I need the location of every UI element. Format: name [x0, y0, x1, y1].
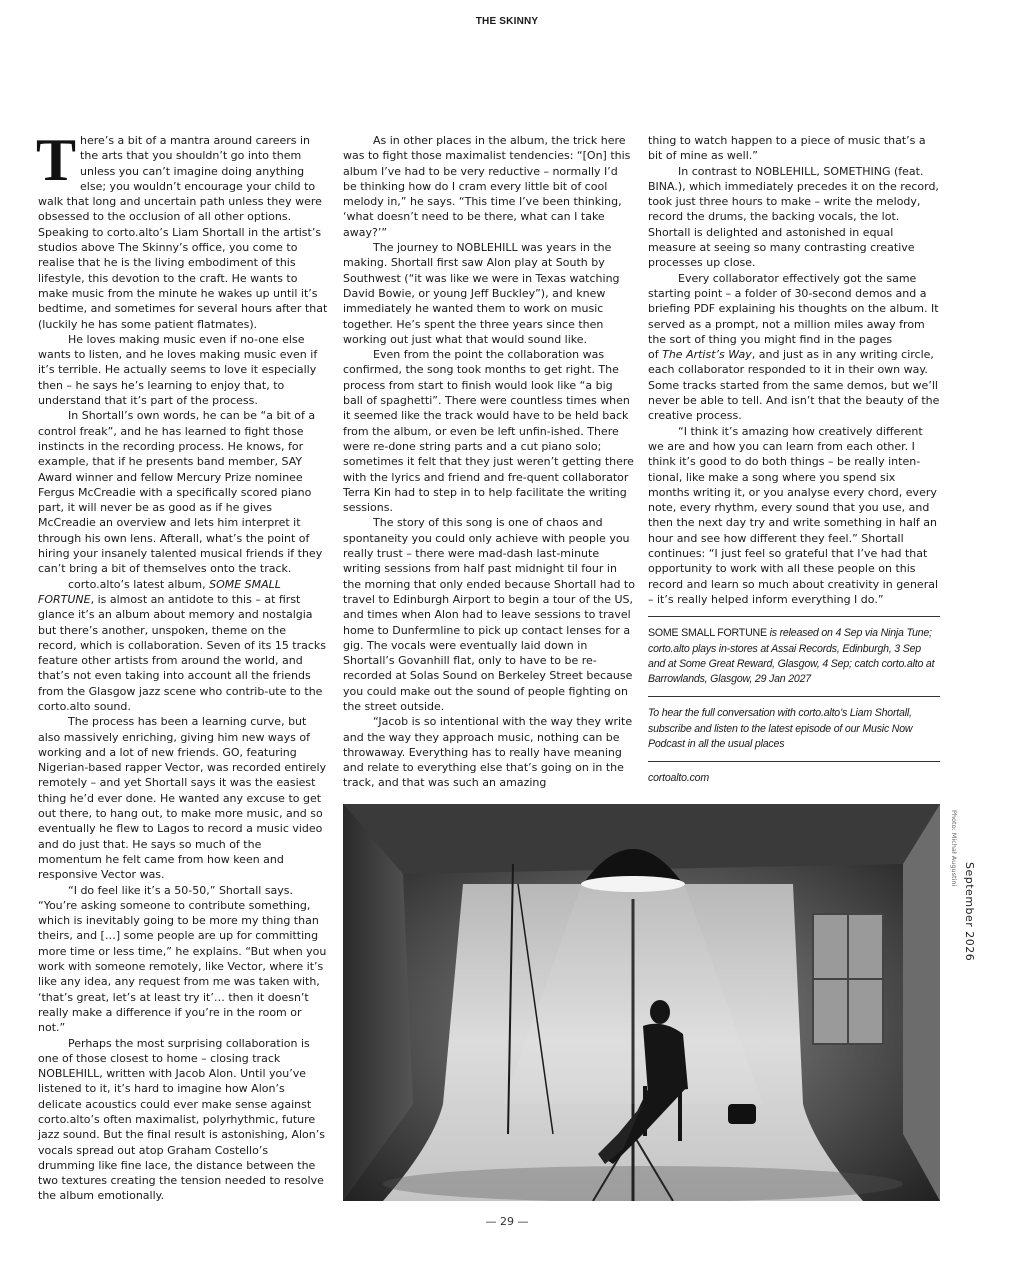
page-number: — 29 —: [485, 1215, 529, 1228]
article-paragraph: “I think it’s amazing how creatively different we are and how you can learn from each other. I think it’s good to do both things – be really inten-tional, like make a song where you spend six months writing it, or you analyse every chord, every note, every rhythm, every sound that you use, and then the next day try and write something in half an hour and see how different they feel.” Shortall continues: “I just feel so grateful that I’ve had that opportunity to work with all these people on this record and learn so much about creativity in general – it’s really helped inform everything I do.”: [648, 424, 939, 606]
website-link[interactable]: cortoalto.com: [648, 772, 709, 785]
release-info: SOME SMALL FORTUNE is released on 4 Sep via Ninja Tune; corto.alto plays in-stores at Assai Records, Edinburgh, 3 Sep and at Some Great Reward, Glasgow, 4 Sep; catch corto.alto at Barrowlands, Glasgow, 29 Jan 2027: [648, 627, 935, 686]
article-paragraph: There’s a bit of a mantra around careers in the arts that you shouldn’t go into them unless you can’t imagine doing anything else; you wouldn’t encourage your child to walk that long and uncertain path unless they were obsessed to the occlusion of all other options. Speaking to corto.alto’s Liam Shortall in the artist’s studios above The Skinny’s office, you come to realise that he is the living embodiment of this lifestyle, this devotion to the craft. He wants to make music from the minute he wakes up until it’s bedtime, and sometimes for several hours after that (luckily he has some patient flatmates).: [36, 127, 328, 331]
article-paragraph: “I do feel like it’s a 50-50,” Shortall says. “You’re asking someone to contribute something, which is inevitably going to be more my thing than theirs, and […] some people are up for committing more time or less time,” he explains. “But when you work with someone remotely, like Vector, where it’s like any idea, any request from me was taken with, ‘that’s great, let’s at least try it’… then it doesn’t really make a difference if you’re in the room or not.”: [38, 883, 327, 1035]
studio-portrait-photo: [343, 804, 940, 1201]
masthead: THE SKINNY: [475, 16, 539, 27]
divider: [648, 616, 940, 617]
divider: [648, 696, 940, 697]
article-paragraph: Even from the point the collaboration was confirmed, the song took months to get right. The process from start to finish would look like “a big ball of spaghetti”. There were countless times when it seemed like the track would have to be held back from the album, or even be left unfin-ished. There were re-done string parts and a cut piano solo; sometimes it felt that they just weren’t getting there with the lyrics and friend and fre-quent collaborator Terra Kin had to step in to help facilitate the writing sessions.: [343, 348, 634, 515]
article-paragraph: corto.alto’s latest album, SOME SMALL FORTUNE, is almost an antidote to this – at first glance it’s an album about memory and nostalgia but there’s another, unspoken, theme on the record, which is collaboration. Seven of its 15 tracks feature other artists from around the world, and that’s not even taking into account all the friends from the Glasgow jazz scene who contrib-ute to the corto.alto sound.: [38, 577, 327, 713]
issue-date: September 2026: [963, 862, 976, 962]
photo-credit: Photo: Michał Augustini: [950, 810, 958, 887]
article-paragraph: Every collaborator effectively got the same starting point – a folder of 30-second demos and a briefing PDF explaining his thoughts on the album. It served as a prompt, not a million miles away from the sort of thing you might find in the pages: [648, 271, 939, 346]
article-paragraph: “Jacob is so intentional with the way they write and the way they approach music, nothing can be throwaway. Everything has to really have meaning and relate to everything else that’s going on in the track, and that was such an amazing: [343, 715, 633, 790]
article-paragraph: Perhaps the most surprising collaboration is one of those closest to home – closing track NOBLEHILL, written with Jacob Alon. Until you’ve listened to it, it’s hard to imagine how Alon’s delicate acoustics could ever make sense against corto.alto’s often maximalist, polyrhythmic, future jazz sound. But the final result is astonishing, Alon’s vocals spread out atop Graham Costello’s drumming like fine lace, the distance between the two textures creating the tension needed to resolve the album emotionally.: [38, 1036, 325, 1203]
article-column-1: [36, 127, 328, 1204]
article-paragraph: of The Artist’s Way, and just as in any writing circle, each collaborator responded to it in their own way. Some tracks started from the same demos, but we’ll never be able to tell. And isn’t that the beauty of the creative process.: [648, 348, 940, 423]
article-column-3: [648, 133, 940, 787]
album-title: SOME SMALL FORTUNE: [38, 577, 281, 606]
podcast-note: To hear the full conversation with corto.alto’s Liam Shortall, subscribe and listen to the latest episode of our Music Now Podcast in all the usual places: [648, 707, 913, 750]
release-title: SOME SMALL FORTUNE: [648, 627, 767, 640]
article-paragraph: In contrast to NOBLEHILL, SOMETHING (feat. BINA.), which immediately precedes it on the record, took just three hours to make – write the melody, record the drums, the backing vocals, the lot. Shortall is delighted and astonished in equal measure at seeing so many contrasting creative processes up close.: [648, 164, 939, 270]
article-paragraph: The journey to NOBLEHILL was years in the making. Shortall first saw Alon play at South by Southwest (“it was like we were in Texas watching David Bowie, or young Jeff Buckley”), and knew immediately he wanted them to work on music together. He’s spent the three years since then working out just what that would sound like.: [343, 241, 620, 346]
article-column-2: [343, 133, 635, 791]
article-paragraph: In Shortall’s own words, he can be “a bit of a control freak”, and he has learned to fight those instincts in the recording process. He knows, for example, that if he presents band member, SAY Award winner and fellow Mercury Prize nominee Fergus McCreadie with a specifically scored piano part, it will never be as good as if he gives McCreadie an overview and lets him interpret it through his own lens. Afterall, what’s the point of hiring your insanely talented musical friends if they can’t bring a bit of themselves onto the track.: [38, 409, 323, 576]
book-title: The Artist’s Way: [662, 348, 752, 362]
article-paragraph: thing to watch happen to a piece of music that’s a bit of mine as well.”: [648, 134, 926, 163]
photo-illustration: [343, 804, 940, 1201]
article-paragraph: The story of this song is one of chaos and spontaneity you could only achieve with people you really trust – there were mad-dash last-minute writing sessions from half past midnight til four in the morning that only ended because Shortall had to travel to Edinburgh Airport to begin a tour of the US, and times when Alon had to leave sessions to travel home to Dunfermline to pick up contact lenses for a gig. The vocals were eventually laid down in Shortall’s Govanhill flat, only to have to be re-recorded at Solas Sound on Berkeley Street because you could make out the sound of people fighting on the street outside.: [343, 516, 635, 713]
drop-cap: T: [36, 127, 77, 193]
article-paragraph: The process has been a learning curve, but also massively enriching, giving him new ways of working and a lot of new friends. GO, featuring Nigerian-based rapper Vector, was recorded entirely remotely – and yet Shortall says it was the easiest thing he’d ever done. He wanted any excuse to get out there, to hang out, to make more music, and so eventually he flew to Lagos to record a music video and do just that. He says so much of the momentum he felt came from how keen and responsive Vector was.: [38, 715, 327, 882]
article-paragraph: As in other places in the album, the trick here was to fight those maximalist tendencies: “[On] this album I’ve had to be very reductive – normally I’d be thinking how do I cram every little bit of cool melody in,” he says. “This time I’ve been thinking, ‘what doesn’t need to be there, what can I take away?’”: [343, 134, 631, 239]
divider: [648, 761, 940, 762]
article-paragraph: He loves making music even if no-one else wants to listen, and he loves making music even if it’s terrible. He actually seems to love it especially then – he says he’s learning to enjoy that, to understand that it’s part of the process.: [38, 332, 318, 408]
